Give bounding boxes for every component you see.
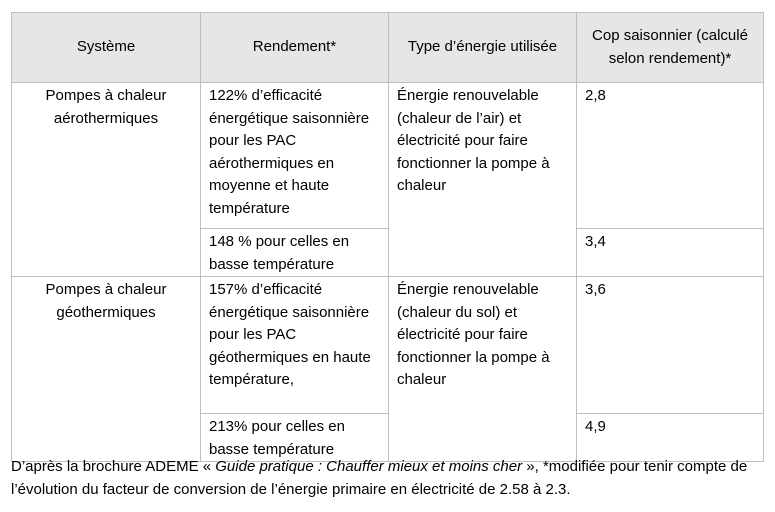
cell-cop: 2,8 xyxy=(577,83,764,229)
cell-rendement: 157% d’efficacité énergétique saisonnière pour les PAC géothermiques en haute température, xyxy=(201,277,389,414)
cell-cop: 3,4 xyxy=(577,229,764,277)
cell-cop: 3,6 xyxy=(577,277,764,414)
heat-pump-table xyxy=(11,12,764,462)
source-note-suffix: », *modifiée pour tenir compte de l’évolution du facteur de conversion de l’énergie primaire en électricité de 2.58 à 2.3. xyxy=(11,458,748,498)
header-cop: Cop saisonnier (calculé selon rendement)* xyxy=(577,13,764,83)
header-systeme: Système xyxy=(12,13,201,83)
source-note-title: Guide pratique : Chauffer mieux et moins cher xyxy=(215,458,523,475)
cell-rendement: 122% d’efficacité énergétique saisonnière pour les PAC aérothermiques en moyenne et haute température xyxy=(201,83,389,229)
cell-systeme: Pompes à chaleur géothermiques xyxy=(12,277,201,462)
header-rendement: Rendement* xyxy=(201,13,389,83)
cell-cop: 4,9 xyxy=(577,414,764,462)
cell-systeme: Pompes à chaleur aérothermiques xyxy=(12,83,201,277)
source-note-prefix: D’après la brochure ADEME « xyxy=(11,458,216,475)
cell-rendement: 148 % pour celles en basse température xyxy=(201,229,389,277)
cell-rendement: 213% pour celles en basse température xyxy=(201,414,389,462)
cell-type-energie: Énergie renouvelable (chaleur de l’air) et électricité pour faire fonctionner la pompe à chaleur xyxy=(389,83,577,277)
table-header-row xyxy=(12,13,764,83)
table-row xyxy=(12,277,764,414)
table-row xyxy=(12,83,764,229)
cell-type-energie: Énergie renouvelable (chaleur du sol) et électricité pour faire fonctionner la pompe à chaleur xyxy=(389,277,577,462)
source-note xyxy=(11,456,771,501)
header-type-energie: Type d’énergie utilisée xyxy=(389,13,577,83)
